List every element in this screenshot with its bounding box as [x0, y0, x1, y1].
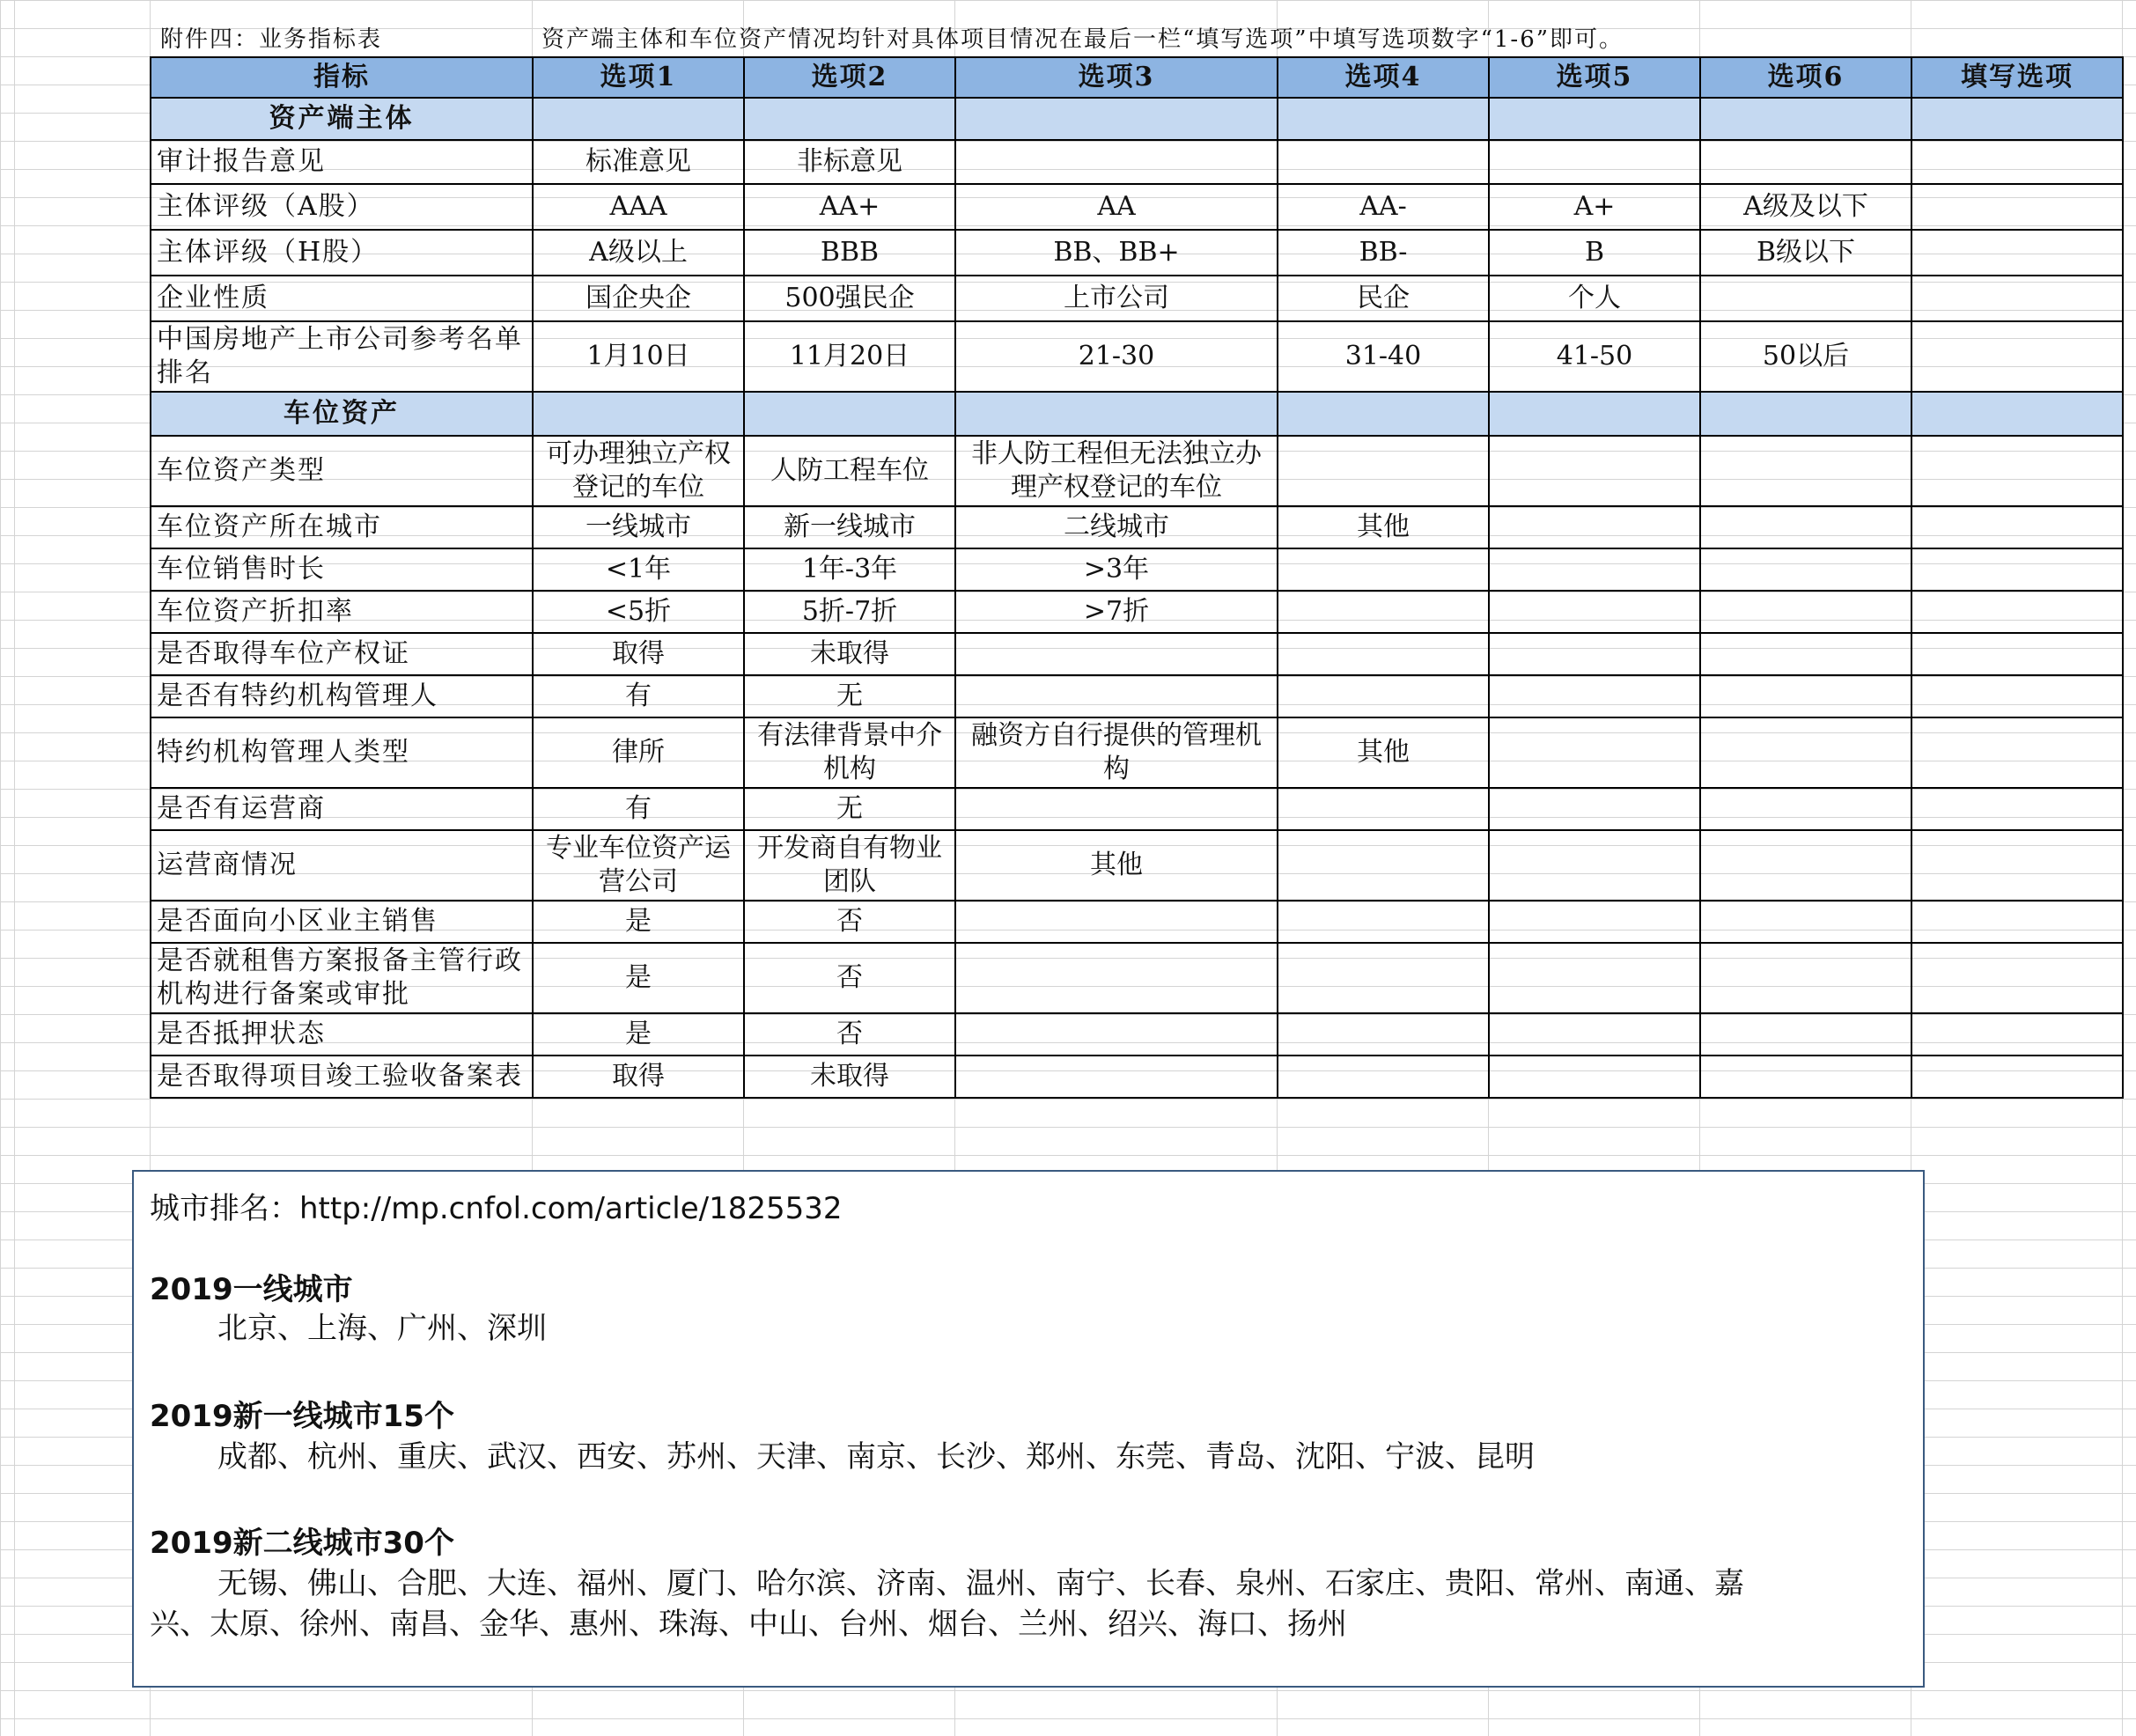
section-empty-cell[interactable]	[955, 392, 1278, 436]
indicator-label[interactable]: 是否有特约机构管理人	[151, 675, 533, 717]
indicator-label[interactable]: 是否就租售方案报备主管行政机构进行备案或审批	[151, 943, 533, 1013]
option-2-cell[interactable]: 1年-3年	[744, 548, 955, 591]
option-1-cell[interactable]: 是	[533, 901, 744, 943]
option-4-cell[interactable]: 31-40	[1278, 321, 1489, 392]
option-4-cell[interactable]	[1278, 1013, 1489, 1056]
option-3-cell[interactable]	[955, 140, 1278, 184]
option-4-cell[interactable]: AA-	[1278, 184, 1489, 230]
option-5-cell[interactable]	[1489, 436, 1700, 506]
section-empty-cell[interactable]	[1700, 392, 1911, 436]
header-option-2[interactable]: 选项2	[744, 57, 955, 98]
option-4-cell[interactable]	[1278, 788, 1489, 830]
option-6-cell[interactable]	[1700, 633, 1911, 675]
indicator-label[interactable]: 是否有运营商	[151, 788, 533, 830]
header-option-6[interactable]: 选项6	[1700, 57, 1911, 98]
table-row	[151, 1056, 2123, 1098]
option-1-cell[interactable]: AAA	[533, 184, 744, 230]
city-list-line: 成都、杭州、重庆、武汉、西安、苏州、天津、南京、长沙、郑州、东莞、青岛、沈阳、宁波、昆明	[217, 1439, 1535, 1475]
option-5-cell[interactable]	[1489, 591, 1700, 633]
option-4-cell[interactable]	[1278, 943, 1489, 1013]
option-3-cell[interactable]: 其他	[955, 830, 1278, 901]
option-5-cell[interactable]	[1489, 901, 1700, 943]
option-4-cell[interactable]	[1278, 548, 1489, 591]
sheet-gridline	[14, 0, 15, 1736]
option-5-cell[interactable]: B	[1489, 230, 1700, 276]
option-5-cell[interactable]	[1489, 675, 1700, 717]
section-empty-cell[interactable]	[955, 98, 1278, 140]
fill-option-cell[interactable]	[1911, 633, 2123, 675]
table-body	[151, 98, 2123, 1098]
option-6-cell[interactable]	[1700, 901, 1911, 943]
city-list-line: 无锡、佛山、合肥、大连、福州、厦门、哈尔滨、济南、温州、南宁、长春、泉州、石家庄、贵阳、常州、南通、嘉	[217, 1566, 1744, 1601]
option-4-cell[interactable]: 民企	[1278, 276, 1489, 321]
option-3-cell[interactable]	[955, 633, 1278, 675]
indicator-label[interactable]: 审计报告意见	[151, 140, 533, 184]
option-2-cell[interactable]: 11月20日	[744, 321, 955, 392]
section-row	[151, 392, 2123, 436]
option-6-cell[interactable]	[1700, 830, 1911, 901]
option-2-cell[interactable]: 新一线城市	[744, 506, 955, 548]
indicator-label[interactable]: 车位销售时长	[151, 548, 533, 591]
table-row	[151, 788, 2123, 830]
option-4-cell[interactable]	[1278, 1056, 1489, 1098]
indicator-label[interactable]: 主体评级（H股）	[151, 230, 533, 276]
indicator-label[interactable]: 是否取得车位产权证	[151, 633, 533, 675]
option-1-cell[interactable]: 标准意见	[533, 140, 744, 184]
option-4-cell[interactable]: 其他	[1278, 506, 1489, 548]
option-3-cell[interactable]: 上市公司	[955, 276, 1278, 321]
option-1-cell[interactable]: 专业车位资产运营公司	[533, 830, 744, 901]
indicator-label[interactable]: 中国房地产上市公司参考名单排名	[151, 321, 533, 392]
fill-option-cell[interactable]	[1911, 830, 2123, 901]
option-3-cell[interactable]: >3年	[955, 548, 1278, 591]
option-2-cell[interactable]: 无	[744, 675, 955, 717]
table-row	[151, 1013, 2123, 1056]
option-5-cell[interactable]	[1489, 506, 1700, 548]
option-5-cell[interactable]: A+	[1489, 184, 1700, 230]
option-3-cell[interactable]: 二线城市	[955, 506, 1278, 548]
option-5-cell[interactable]: 41-50	[1489, 321, 1700, 392]
option-4-cell[interactable]	[1278, 675, 1489, 717]
table-row	[151, 230, 2123, 276]
option-5-cell[interactable]	[1489, 943, 1700, 1013]
option-5-cell[interactable]	[1489, 717, 1700, 788]
section-empty-cell[interactable]	[1278, 98, 1489, 140]
option-3-cell[interactable]	[955, 675, 1278, 717]
option-2-cell[interactable]: 否	[744, 943, 955, 1013]
option-5-cell[interactable]	[1489, 1013, 1700, 1056]
option-4-cell[interactable]	[1278, 140, 1489, 184]
table-row	[151, 675, 2123, 717]
annex-note[interactable]: 资产端主体和车位资产情况均针对具体项目情况在最后一栏“填写选项”中填写选项数字“1-6”即可。	[541, 26, 1624, 53]
option-3-cell[interactable]: >7折	[955, 591, 1278, 633]
option-6-cell[interactable]	[1700, 436, 1911, 506]
indicator-label[interactable]: 车位资产折扣率	[151, 591, 533, 633]
option-5-cell[interactable]: 个人	[1489, 276, 1700, 321]
option-6-cell[interactable]: A级及以下	[1700, 184, 1911, 230]
indicator-label[interactable]: 车位资产类型	[151, 436, 533, 506]
option-2-cell[interactable]: 有法律背景中介机构	[744, 717, 955, 788]
table-row	[151, 436, 2123, 506]
indicator-label[interactable]: 主体评级（A股）	[151, 184, 533, 230]
indicator-label[interactable]: 企业性质	[151, 276, 533, 321]
fill-option-cell[interactable]	[1911, 184, 2123, 230]
option-1-cell[interactable]: 国企央企	[533, 276, 744, 321]
table-row	[151, 901, 2123, 943]
option-4-cell[interactable]	[1278, 591, 1489, 633]
annex-header-row	[151, 14, 2132, 53]
option-1-cell[interactable]: 有	[533, 675, 744, 717]
option-2-cell[interactable]: AA+	[744, 184, 955, 230]
option-5-cell[interactable]	[1489, 633, 1700, 675]
section-empty-cell[interactable]	[1700, 98, 1911, 140]
fill-option-cell[interactable]	[1911, 436, 2123, 506]
header-option-5[interactable]: 选项5	[1489, 57, 1700, 98]
option-3-cell[interactable]	[955, 901, 1278, 943]
option-5-cell[interactable]	[1489, 788, 1700, 830]
section-empty-cell[interactable]	[1489, 392, 1700, 436]
option-6-cell[interactable]	[1700, 591, 1911, 633]
header-option-3[interactable]: 选项3	[955, 57, 1278, 98]
option-1-cell[interactable]: 有	[533, 788, 744, 830]
header-option-4[interactable]: 选项4	[1278, 57, 1489, 98]
option-4-cell[interactable]	[1278, 830, 1489, 901]
fill-option-cell[interactable]	[1911, 901, 2123, 943]
option-2-cell[interactable]: 人防工程车位	[744, 436, 955, 506]
fill-option-cell[interactable]	[1911, 717, 2123, 788]
option-2-cell[interactable]: 未取得	[744, 1056, 955, 1098]
fill-option-cell[interactable]	[1911, 1013, 2123, 1056]
option-2-cell[interactable]: 未取得	[744, 633, 955, 675]
fill-option-cell[interactable]	[1911, 591, 2123, 633]
source-link-line: 城市排名：http://mp.cnfol.com/article/1825532	[150, 1191, 843, 1226]
option-6-cell[interactable]	[1700, 943, 1911, 1013]
table-row	[151, 276, 2123, 321]
fill-option-cell[interactable]	[1911, 1056, 2123, 1098]
city-ranking-textbox[interactable]	[132, 1170, 1925, 1688]
option-2-cell[interactable]: BBB	[744, 230, 955, 276]
section-title[interactable]: 资产端主体	[151, 98, 533, 140]
option-3-cell[interactable]	[955, 943, 1278, 1013]
option-1-cell[interactable]: <5折	[533, 591, 744, 633]
table-row	[151, 633, 2123, 675]
option-1-cell[interactable]: A级以上	[533, 230, 744, 276]
fill-option-cell[interactable]	[1911, 140, 2123, 184]
header-fill-option[interactable]: 填写选项	[1911, 57, 2123, 98]
table-row	[151, 506, 2123, 548]
option-1-cell[interactable]: 律所	[533, 717, 744, 788]
option-4-cell[interactable]: BB-	[1278, 230, 1489, 276]
option-1-cell[interactable]: 可办理独立产权登记的车位	[533, 436, 744, 506]
fill-option-cell[interactable]	[1911, 506, 2123, 548]
indicator-label[interactable]: 车位资产所在城市	[151, 506, 533, 548]
city-tier-heading: 2019新二线城市30个	[150, 1526, 454, 1561]
section-empty-cell[interactable]	[1489, 98, 1700, 140]
option-3-cell[interactable]	[955, 788, 1278, 830]
option-1-cell[interactable]: 是	[533, 1013, 744, 1056]
option-1-cell[interactable]: 是	[533, 943, 744, 1013]
option-4-cell[interactable]: 其他	[1278, 717, 1489, 788]
table-row	[151, 943, 2123, 1013]
option-3-cell[interactable]: AA	[955, 184, 1278, 230]
option-3-cell[interactable]: 非人防工程但无法独立办理产权登记的车位	[955, 436, 1278, 506]
header-row	[151, 57, 2123, 98]
option-1-cell[interactable]: <1年	[533, 548, 744, 591]
city-tier-heading: 2019一线城市	[150, 1272, 353, 1307]
option-6-cell[interactable]	[1700, 788, 1911, 830]
option-2-cell[interactable]: 5折-7折	[744, 591, 955, 633]
section-empty-cell[interactable]	[1278, 392, 1489, 436]
option-2-cell[interactable]: 否	[744, 901, 955, 943]
option-1-cell[interactable]: 一线城市	[533, 506, 744, 548]
option-6-cell[interactable]	[1700, 140, 1911, 184]
table-row	[151, 717, 2123, 788]
option-1-cell[interactable]: 取得	[533, 633, 744, 675]
indicator-label[interactable]: 特约机构管理人类型	[151, 717, 533, 788]
section-empty-cell[interactable]	[744, 98, 955, 140]
option-6-cell[interactable]	[1700, 548, 1911, 591]
option-4-cell[interactable]	[1278, 633, 1489, 675]
option-2-cell[interactable]: 开发商自有物业团队	[744, 830, 955, 901]
section-row	[151, 98, 2123, 140]
fill-option-cell[interactable]	[1911, 675, 2123, 717]
fill-option-cell[interactable]	[1911, 548, 2123, 591]
indicator-label[interactable]: 是否取得项目竣工验收备案表	[151, 1056, 533, 1098]
option-2-cell[interactable]: 500强民企	[744, 276, 955, 321]
option-4-cell[interactable]	[1278, 436, 1489, 506]
option-6-cell[interactable]	[1700, 1013, 1911, 1056]
option-5-cell[interactable]	[1489, 1056, 1700, 1098]
option-3-cell[interactable]: 融资方自行提供的管理机构	[955, 717, 1278, 788]
city-list-line: 北京、上海、广州、深圳	[217, 1311, 547, 1346]
option-5-cell[interactable]	[1489, 830, 1700, 901]
indicator-label[interactable]: 运营商情况	[151, 830, 533, 901]
fill-option-cell[interactable]	[1911, 276, 2123, 321]
option-6-cell[interactable]: B级以下	[1700, 230, 1911, 276]
table-row	[151, 548, 2123, 591]
section-empty-cell[interactable]	[533, 392, 744, 436]
fill-option-cell[interactable]	[1911, 230, 2123, 276]
option-6-cell[interactable]	[1700, 276, 1911, 321]
option-3-cell[interactable]: 21-30	[955, 321, 1278, 392]
fill-option-cell[interactable]	[1911, 943, 2123, 1013]
option-2-cell[interactable]: 否	[744, 1013, 955, 1056]
option-6-cell[interactable]	[1700, 506, 1911, 548]
option-2-cell[interactable]: 无	[744, 788, 955, 830]
option-4-cell[interactable]	[1278, 901, 1489, 943]
option-3-cell[interactable]: BB、BB+	[955, 230, 1278, 276]
fill-option-cell[interactable]	[1911, 321, 2123, 392]
section-empty-cell[interactable]	[1911, 98, 2123, 140]
city-tier-heading: 2019新一线城市15个	[150, 1399, 454, 1434]
indicator-table	[150, 56, 2124, 1099]
option-6-cell[interactable]	[1700, 717, 1911, 788]
option-3-cell[interactable]	[955, 1013, 1278, 1056]
indicator-label[interactable]: 是否面向小区业主销售	[151, 901, 533, 943]
table-row	[151, 140, 2123, 184]
table-row	[151, 591, 2123, 633]
annex-title[interactable]: 附件四：业务指标表	[160, 26, 383, 53]
option-5-cell[interactable]	[1489, 140, 1700, 184]
option-5-cell[interactable]	[1489, 548, 1700, 591]
option-3-cell[interactable]	[955, 1056, 1278, 1098]
indicator-label[interactable]: 是否抵押状态	[151, 1013, 533, 1056]
section-empty-cell[interactable]	[744, 392, 955, 436]
section-empty-cell[interactable]	[533, 98, 744, 140]
header-indicator[interactable]: 指标	[151, 57, 533, 98]
city-list-line: 兴、太原、徐州、南昌、金华、惠州、珠海、中山、台州、烟台、兰州、绍兴、海口、扬州	[150, 1607, 1347, 1642]
header-option-1[interactable]: 选项1	[533, 57, 744, 98]
table-row	[151, 321, 2123, 392]
option-6-cell[interactable]	[1700, 1056, 1911, 1098]
section-title[interactable]: 车位资产	[151, 392, 533, 436]
option-1-cell[interactable]: 取得	[533, 1056, 744, 1098]
option-6-cell[interactable]: 50以后	[1700, 321, 1911, 392]
fill-option-cell[interactable]	[1911, 788, 2123, 830]
option-6-cell[interactable]	[1700, 675, 1911, 717]
section-empty-cell[interactable]	[1911, 392, 2123, 436]
table-row	[151, 184, 2123, 230]
option-2-cell[interactable]: 非标意见	[744, 140, 955, 184]
option-1-cell[interactable]: 1月10日	[533, 321, 744, 392]
table-row	[151, 830, 2123, 901]
